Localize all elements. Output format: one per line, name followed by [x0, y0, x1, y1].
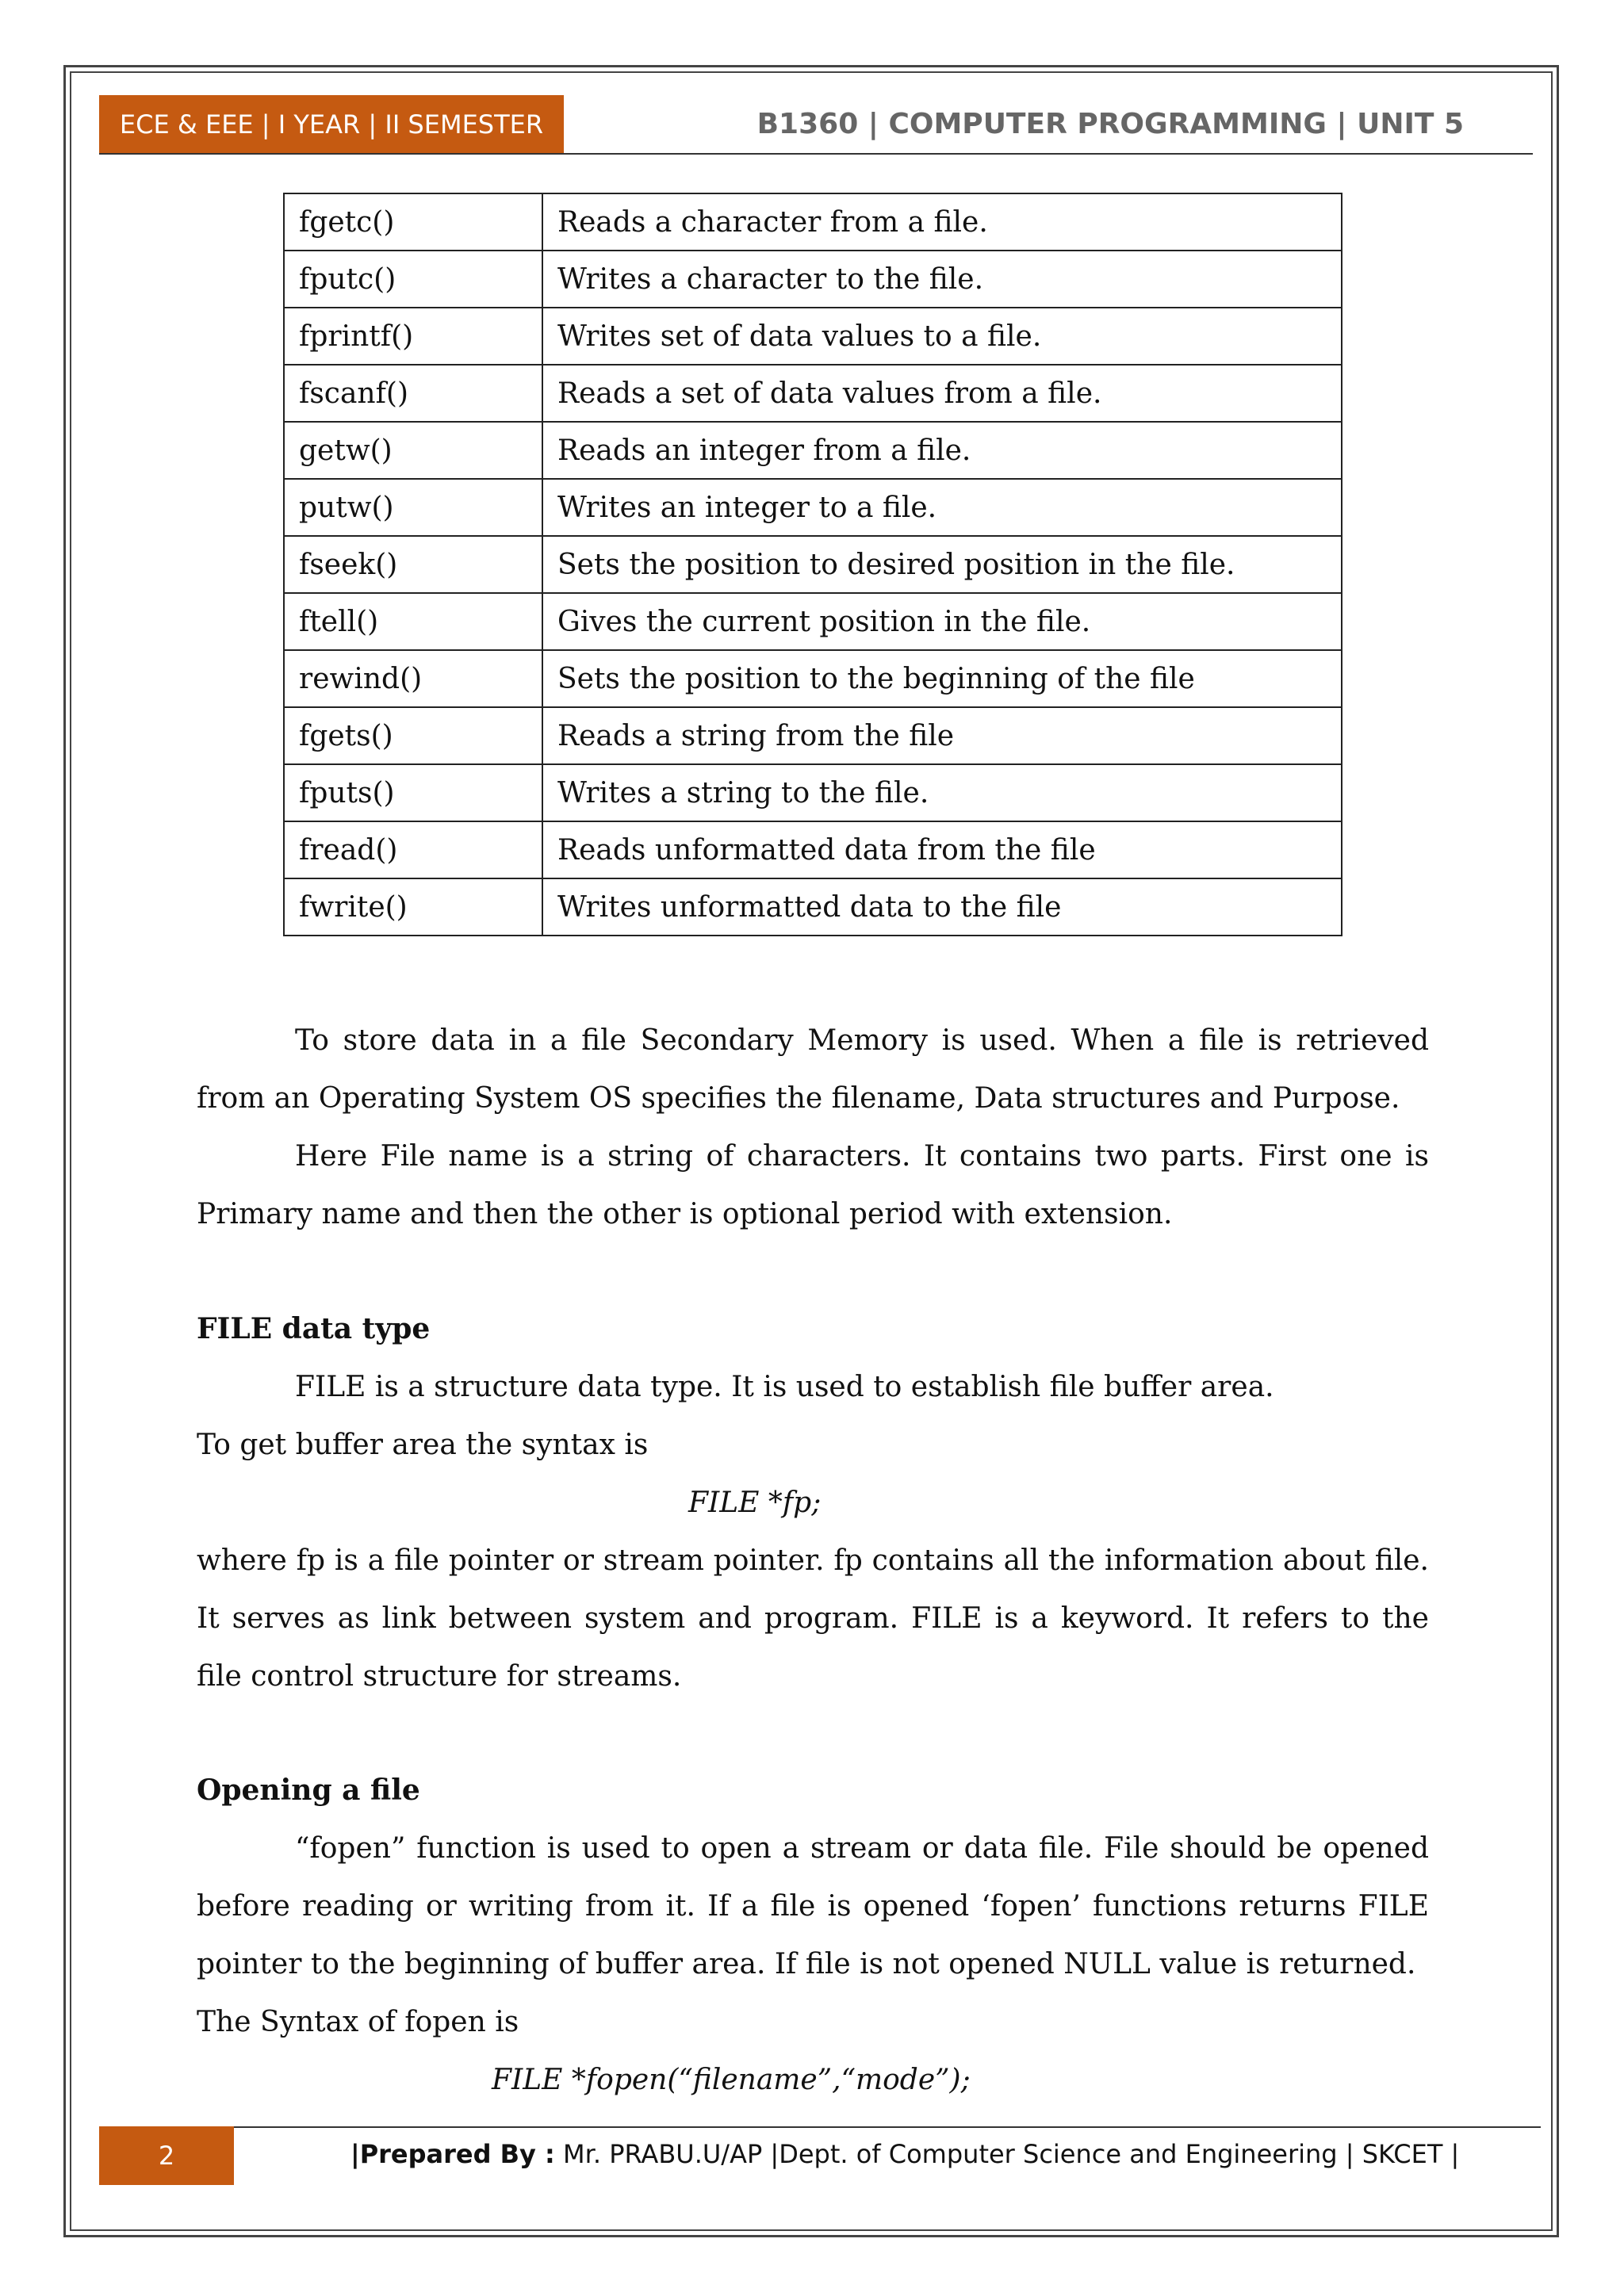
- heading-opening-file: Opening a file: [197, 1774, 420, 1807]
- paragraph-file-pointer: where fp is a file pointer or stream pointer. fp contains all the information about file. It serves as link between system and program. FILE is a keyword. It refers to the file control structure for streams.: [197, 1544, 1429, 1693]
- function-name-cell: fprintf(): [284, 308, 542, 365]
- file-functions-table: [283, 193, 1342, 936]
- table-row: [284, 365, 1342, 422]
- function-name-cell: fgetc(): [284, 193, 542, 251]
- function-description-cell: Reads a string from the file: [542, 707, 1342, 764]
- function-description-cell: Reads unformatted data from the file: [542, 821, 1342, 878]
- paragraph-secondary-memory: To store data in a file Secondary Memory is used. When a file is retrieved from an Operating System OS specifies the filename, Data structures and Purpose.: [197, 1024, 1429, 1115]
- paragraph-fopen-syntax: The Syntax of fopen is: [197, 2006, 519, 2038]
- function-description-cell: Reads a character from a file.: [542, 193, 1342, 251]
- function-name-cell: fscanf(): [284, 365, 542, 422]
- footer-rule: [234, 2126, 1541, 2128]
- table-row: [284, 193, 1342, 251]
- function-description-cell: Writes unformatted data to the file: [542, 878, 1342, 936]
- table-row: [284, 593, 1342, 650]
- footer-prepared-label: |Prepared By :: [350, 2139, 555, 2169]
- function-description-cell: Gives the current position in the file.: [542, 593, 1342, 650]
- function-description-cell: Reads a set of data values from a file.: [542, 365, 1342, 422]
- function-name-cell: rewind(): [284, 650, 542, 707]
- function-description-cell: Writes a character to the file.: [542, 251, 1342, 308]
- code-file-pointer: FILE *fp;: [688, 1487, 822, 1519]
- function-description-cell: Sets the position to desired position in the file.: [542, 536, 1342, 593]
- code-fopen: FILE *fopen(“filename”,“mode”);: [492, 2064, 971, 2096]
- header-rule: [99, 153, 1533, 155]
- function-name-cell: fseek(): [284, 536, 542, 593]
- header-subject-title: B1360 | COMPUTER PROGRAMMING | UNIT 5: [756, 108, 1464, 140]
- function-name-cell: fread(): [284, 821, 542, 878]
- footer-credits: [350, 2139, 1459, 2169]
- function-description-cell: Sets the position to the beginning of the file: [542, 650, 1342, 707]
- table-row: [284, 650, 1342, 707]
- table-row: [284, 251, 1342, 308]
- table-row: [284, 308, 1342, 365]
- function-name-cell: ftell(): [284, 593, 542, 650]
- function-description-cell: Reads an integer from a file.: [542, 422, 1342, 479]
- table-row: [284, 536, 1342, 593]
- paragraph-fopen: “fopen” function is used to open a stream or data file. File should be opened before reading or writing from it. If a file is opened ‘fopen’ functions returns FILE pointer to the beginning of buffer area. If file is not opened NULL value is returned.: [197, 1832, 1429, 1980]
- footer-prepared-details: Mr. PRABU.U/AP |Dept. of Computer Science and Engineering | SKCET |: [554, 2139, 1460, 2169]
- table-row: [284, 422, 1342, 479]
- function-description-cell: Writes set of data values to a file.: [542, 308, 1342, 365]
- function-description-cell: Writes an integer to a file.: [542, 479, 1342, 536]
- table-row: [284, 479, 1342, 536]
- header-course-label: ECE & EEE | I YEAR | II SEMESTER: [99, 95, 564, 154]
- paragraph-file-name: Here File name is a string of characters. It contains two parts. First one is Primary name and then the other is optional period with extension.: [197, 1140, 1429, 1230]
- table-row: [284, 821, 1342, 878]
- table-row: [284, 878, 1342, 936]
- function-name-cell: fgets(): [284, 707, 542, 764]
- page-number: 2: [99, 2126, 234, 2185]
- table-row: [284, 764, 1342, 821]
- heading-file-data-type: FILE data type: [197, 1312, 431, 1345]
- function-description-cell: Writes a string to the file.: [542, 764, 1342, 821]
- function-name-cell: putw(): [284, 479, 542, 536]
- function-name-cell: getw(): [284, 422, 542, 479]
- function-name-cell: fwrite(): [284, 878, 542, 936]
- paragraph-buffer-syntax: To get buffer area the syntax is: [197, 1429, 649, 1461]
- paragraph-file-structure: FILE is a structure data type. It is used to establish file buffer area.: [295, 1371, 1274, 1403]
- function-name-cell: fputs(): [284, 764, 542, 821]
- table-row: [284, 707, 1342, 764]
- function-name-cell: fputc(): [284, 251, 542, 308]
